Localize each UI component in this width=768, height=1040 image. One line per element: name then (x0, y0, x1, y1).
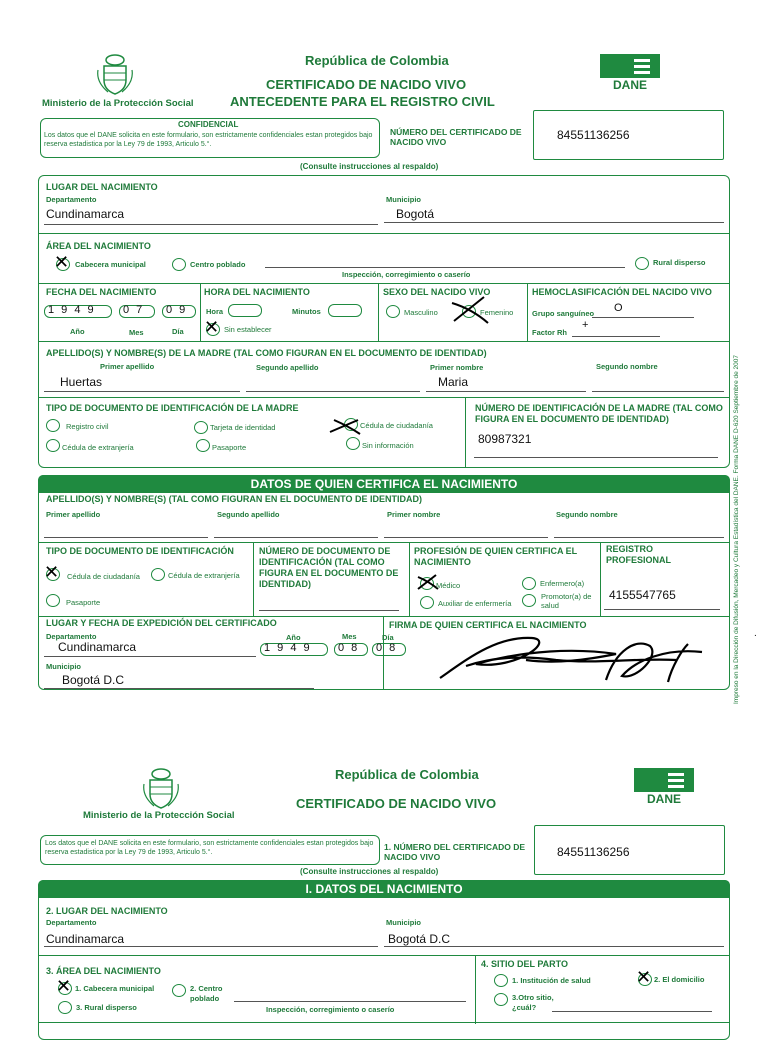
cert-ap2-label: Segundo apellido (217, 510, 280, 519)
num-madre-title: NÚMERO DE IDENTIFICACIÓN DE LA MADRE (TAL COMO FIGURA EN EL DOCUMENTO DE IDENTIDAD) (475, 403, 723, 424)
birth-year[interactable]: 1 9 4 9 (48, 304, 96, 316)
madre-ap1-value[interactable]: Huertas (60, 375, 103, 389)
masculino-radio[interactable] (386, 305, 400, 318)
prof-title: PROFESIÓN DE QUIEN CERTIFICA EL NACIMIENTO (414, 546, 578, 567)
exp-mun-label: Municipio (46, 662, 81, 671)
cert-number-value[interactable]: 84551136256 (557, 128, 630, 142)
x-mark-icon: ✕ (636, 967, 652, 987)
form-title: CERTIFICADO DE NACIDO VIVO (266, 77, 467, 92)
cert-tipo-title: TIPO DE DOCUMENTO DE IDENTIFICACIÓN (46, 546, 234, 556)
republic-title: República de Colombia (305, 53, 449, 68)
signature-icon (436, 630, 716, 686)
f2-rural-label: 3. Rural disperso (76, 1003, 137, 1012)
coat-of-arms-icon (96, 52, 134, 96)
f2-birth-data-box (38, 880, 730, 1040)
rural-label: Rural disperso (653, 258, 706, 267)
dept-label: Departamento (46, 195, 97, 204)
certifier-names-title: APELLIDO(S) Y NOMBRE(S) (TAL COMO FIGURAN EN EL DOCUMENTO DE IDENTIDAD) (46, 494, 423, 504)
cert-pasaporte-label: Pasaporte (66, 598, 101, 607)
f2-centro-label: 2. Centro poblado (190, 984, 223, 1003)
auxiliar-radio[interactable] (420, 596, 434, 609)
tarjeta-label: Tarjeta de identidad (210, 423, 276, 432)
x-mark-icon: ✕ (204, 317, 220, 337)
hora-label: Hora (206, 307, 224, 316)
hora-title: HORA DEL NACIMIENTO (204, 287, 310, 297)
exp-year-label: Año (286, 633, 301, 642)
fecha-title: FECHA DEL NACIMIENTO (46, 287, 157, 297)
confidential-text: Los datos que el DANE solicita en este formulario, son estrictamente confidenciales estan protegidos bajo reserva estadistica por la Ley 79 de 1993, Articulo 5.°. (44, 132, 373, 148)
certifier-band: DATOS DE QUIEN CERTIFICA EL NACIMIENTO (38, 475, 730, 493)
x-mark-icon: ✕ (44, 562, 60, 582)
exp-month[interactable]: 0 8 (338, 642, 360, 654)
f2-cabecera-label: 1. Cabecera municipal (75, 984, 155, 993)
f2-otro-label: 3.Otro sitio, ¿cuál? (512, 993, 554, 1012)
expedicion-title: LUGAR Y FECHA DE EXPEDICIÓN DEL CERTIFICADO (46, 618, 277, 628)
exp-mun-value[interactable]: Bogotá D.C (62, 673, 125, 687)
side-print-note: Impreso en la Dirección de Difusión, Mercadeo y Cultura Estadística del DANE. Forma DANE D-620 Septiembre de 2007 (733, 355, 740, 704)
sin-info-label: Sin información (362, 441, 414, 450)
birth-month[interactable]: 0 7 (123, 304, 145, 316)
enfermero-label: Enfermero(a) (540, 579, 585, 588)
extranjeria-label: Cédula de extranjería (62, 443, 134, 452)
area-title: ÁREA DEL NACIMIENTO (46, 241, 151, 251)
hemo-title: HEMOCLASIFICACIÓN DEL NACIDO VIVO (532, 287, 712, 297)
exp-dept-value[interactable]: Cundinamarca (58, 640, 137, 654)
num-madre-value[interactable]: 80987321 (478, 432, 532, 446)
madre-n1-value[interactable]: Maria (438, 375, 469, 389)
cedula-label: Cédula de ciudadanía (360, 421, 433, 430)
extranjeria-radio[interactable] (46, 439, 60, 452)
exp-day-label: Día (382, 633, 394, 642)
madre-ap2-label: Segundo apellido (256, 363, 319, 372)
f2-republic-title: República de Colombia (335, 767, 479, 782)
x-mark-icon: ✕ (56, 976, 72, 996)
registro-civil-radio[interactable] (46, 419, 60, 432)
centro-label: Centro poblado (190, 260, 246, 269)
f2-domicilio-label: 2. El domicilio (654, 975, 705, 984)
month-label: Mes (129, 328, 144, 337)
grupo-label: Grupo sanguíneo (532, 309, 595, 318)
sin-info-radio[interactable] (346, 437, 360, 450)
auxiliar-label: Auxiliar de enfermería (438, 599, 512, 608)
exp-dept-label: Departamento (46, 632, 97, 641)
promotor-label: Promotor(a) de salud (541, 592, 592, 610)
sin-establecer-label: Sin establecer (224, 325, 272, 334)
lugar-title: LUGAR DEL NACIMIENTO (46, 182, 158, 192)
ministry-label: Ministerio de la Protección Social (42, 98, 194, 109)
tarjeta-radio[interactable] (194, 421, 208, 434)
f2-caserio-caption: Inspección, corregimiento o caserío (266, 1005, 395, 1014)
f2-lugar-title: 2. LUGAR DEL NACIMIENTO (46, 906, 168, 916)
f2-mun-label: Municipio (386, 918, 421, 927)
hora-box[interactable] (228, 304, 262, 317)
year-label: Año (70, 327, 85, 336)
dane-logo: DANE (600, 54, 660, 94)
stray-dot: . (754, 628, 757, 639)
cert-n2-label: Segundo nombre (556, 510, 618, 519)
pasaporte-radio[interactable] (196, 439, 210, 452)
f2-centro-radio[interactable] (172, 984, 186, 997)
cert-n1-label: Primer nombre (387, 510, 441, 519)
sexo-title: SEXO DEL NACIDO VIVO (383, 287, 491, 297)
f2-cert-label: 1. NÚMERO DEL CERTIFICADO DE NACIDO VIVO (384, 842, 526, 862)
madre-n2-label: Segundo nombre (596, 362, 658, 371)
rh-label: Factor Rh (532, 328, 568, 337)
f2-confidential-text: Los datos que el DANE solicita en este formulario, son estrictamente confidenciales estan protegidos bajo reserva estadistica por la Ley 79 de 1993, Articulo 5.°. (45, 840, 374, 856)
birth-day[interactable]: 0 9 (166, 304, 188, 316)
minutos-label: Minutos (292, 307, 321, 316)
medico-label: Médico (436, 581, 461, 590)
cert-number-label: NÚMERO DEL CERTIFICADO DE NACIDO VIVO (390, 127, 522, 147)
caserio-caption: Inspección, corregimiento o caserío (342, 270, 471, 279)
centro-radio[interactable] (172, 258, 186, 271)
cert-extranjeria-radio[interactable] (151, 568, 165, 581)
f2-ministry-label: Ministerio de la Protección Social (83, 810, 235, 821)
cert-cedula-label: Cédula de ciudadanía (67, 572, 140, 581)
cert-pasaporte-radio[interactable] (46, 594, 60, 607)
consult-note: (Consulte instrucciones al respaldo) (300, 162, 439, 171)
f2-rural-radio[interactable] (58, 1001, 72, 1014)
mun-value[interactable]: Bogotá (396, 207, 435, 221)
registro-value[interactable]: 4155547765 (609, 588, 676, 602)
firma-title: FIRMA DE QUIEN CERTIFICA EL NACIMIENTO (389, 620, 587, 630)
f2-dept-value[interactable]: Cundinamarca (46, 932, 125, 946)
femenino-label: Femenino (480, 308, 514, 317)
pasaporte-label: Pasaporte (212, 443, 247, 452)
masculino-label: Masculino (404, 308, 438, 317)
registro-title: REGISTRO PROFESIONAL (606, 544, 672, 565)
exp-month-label: Mes (342, 632, 357, 641)
dept-value[interactable]: Cundinamarca (46, 207, 125, 221)
confidential-title: CONFIDENCIAL (178, 120, 239, 129)
rural-radio[interactable] (635, 257, 649, 270)
mun-label: Municipio (386, 195, 421, 204)
cert-ap1-label: Primer apellido (46, 510, 101, 519)
f2-mun-value[interactable]: Bogotá D.C (388, 932, 451, 946)
f2-dept-label: Departamento (46, 918, 97, 927)
minutos-box[interactable] (328, 304, 362, 317)
cabecera-label: Cabecera municipal (75, 260, 146, 269)
f2-band: I. DATOS DEL NACIMIENTO (38, 880, 730, 898)
x-mark-icon (328, 414, 362, 438)
enfermero-radio[interactable] (522, 577, 536, 590)
f2-otro-radio[interactable] (494, 993, 508, 1006)
madre-n1-label: Primer nombre (430, 363, 484, 372)
cert-num-title: NÚMERO DE DOCUMENTO DE IDENTIFICACIÓN (TAL COMO FIGURA EN EL DOCUMENTO DE IDENTIDAD) (259, 546, 399, 589)
cert-extranjeria-label: Cédula de extranjería (168, 571, 240, 580)
madre-title: APELLIDO(S) Y NOMBRE(S) DE LA MADRE (TAL COMO FIGURAN EN EL DOCUMENTO DE IDENTIDAD) (46, 348, 487, 358)
f2-institucion-radio[interactable] (494, 974, 508, 987)
registro-civil-label: Registro civil (66, 422, 109, 431)
tipo-doc-title: TIPO DE DOCUMENTO DE IDENTIFICACIÓN DE LA MADRE (46, 403, 299, 413)
f2-cert-number-value[interactable]: 84551136256 (557, 845, 630, 859)
madre-ap1-label: Primer apellido (100, 362, 155, 371)
coat-of-arms-icon (142, 766, 180, 810)
f2-dane-logo: DANE (634, 768, 694, 808)
form-subtitle: ANTECEDENTE PARA EL REGISTRO CIVIL (230, 94, 495, 109)
f2-area-title: 3. ÁREA DEL NACIMIENTO (46, 966, 161, 976)
grupo-value[interactable]: O (614, 302, 623, 314)
promotor-radio[interactable] (522, 594, 536, 607)
exp-year[interactable]: 1 9 4 9 (264, 642, 312, 654)
f2-consult-note: (Consulte instrucciones al respaldo) (300, 867, 439, 876)
exp-day[interactable]: 0 8 (376, 642, 398, 654)
f2-sitio-title: 4. SITIO DEL PARTO (481, 959, 569, 969)
f2-institucion-label: 1. Institución de salud (512, 976, 591, 985)
rh-value[interactable]: + (582, 319, 589, 331)
day-label: Día (172, 327, 184, 336)
f2-form-title: CERTIFICADO DE NACIDO VIVO (296, 796, 497, 811)
x-mark-icon: ✕ (54, 252, 70, 272)
